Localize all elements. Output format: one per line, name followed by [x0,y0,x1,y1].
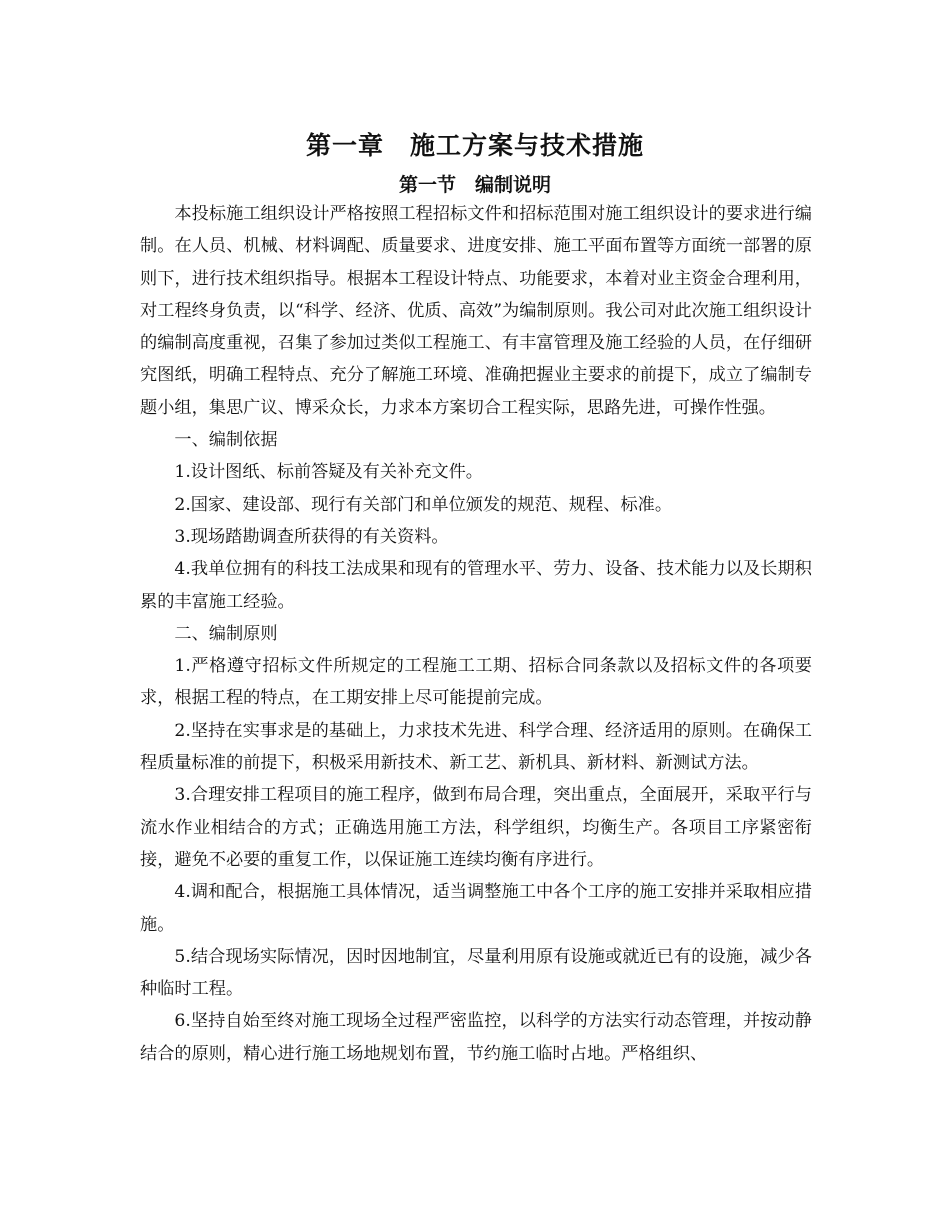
principle-item: 5.结合现场实际情况，因时因地制宜，尽量利用原有设施或就近已有的设施，减少各种临时工程。 [140,946,812,1000]
basis-heading: 一、编制依据 [174,430,278,451]
basis-item: 3.现场踏勘调查所获得的有关资料。 [174,526,449,547]
basis-item: 1.设计图纸、标前答疑及有关补充文件。 [174,462,483,483]
chapter-title: 第一章 施工方案与技术措施 [305,131,644,160]
basis-item: 2.国家、建设部、现行有关部门和单位颁发的规范、规程、标准。 [174,494,673,515]
principle-item: 4.调和配合，根据施工具体情况，适当调整施工中各个工序的施工安排并采取相应措施。 [140,882,812,935]
principle-item: 6.坚持自始至终对施工现场全过程严密监控，以科学的方法实行动态管理，并按动静结合的原则，精心进行施工场地规划布置，节约施工临时占地。严格组织、 [140,1011,812,1064]
basis-item: 4.我单位拥有的科技工法成果和现有的管理水平、劳力、设备、技术能力以及长期积累的丰富施工经验。 [140,559,812,612]
document-body [140,198,812,1070]
principle-item: 2.坚持在实事求是的基础上，力求技术先进、科学合理、经济适用的原则。在确保工程质量标准的前提下，积极采用新技术、新工艺、新机具、新材料、新测试方法。 [140,720,812,774]
principle-item: 3.合理安排工程项目的施工程序，做到布局合理，突出重点，全面展开，采取平行与流水作业相结合的方式；正确选用施工方法，科学组织，均衡生产。各项目工序紧密衔接，避免不必要的重复工作，以保证施工连续均衡有序进行。 [140,785,812,870]
section-title: 第一节 编制说明 [398,174,551,196]
principle-item: 1.严格遵守招标文件所规定的工程施工工期、招标合同条款以及招标文件的各项要求，根据工程的特点，在工期安排上尽可能提前完成。 [140,656,812,709]
principles-heading: 二、编制原则 [174,623,278,644]
intro-paragraph: 本投标施工组织设计严格按照工程招标文件和招标范围对施工组织设计的要求进行编制。在人员、机械、材料调配、质量要求、进度安排、施工平面布置等方面统一部署的原则下，进行技术组织指导。根据本工程设计特点、功能要求，本着对业主资金合理利用，对工程终身负责，以“科学、经济、优质、高效”为编制原则。我公司对此次施工组织设计的编制高度重视，召集了参加过类似工程施工、有丰富管理及施工经验的人员，在仔细研究图纸，明确工程特点、充分了解施工环境、准确把握业主要求的前提下，成立了编制专题小组，集思广议、博采众长，力求本方案切合工程实际，思路先进，可操作性强。 [140,204,812,418]
